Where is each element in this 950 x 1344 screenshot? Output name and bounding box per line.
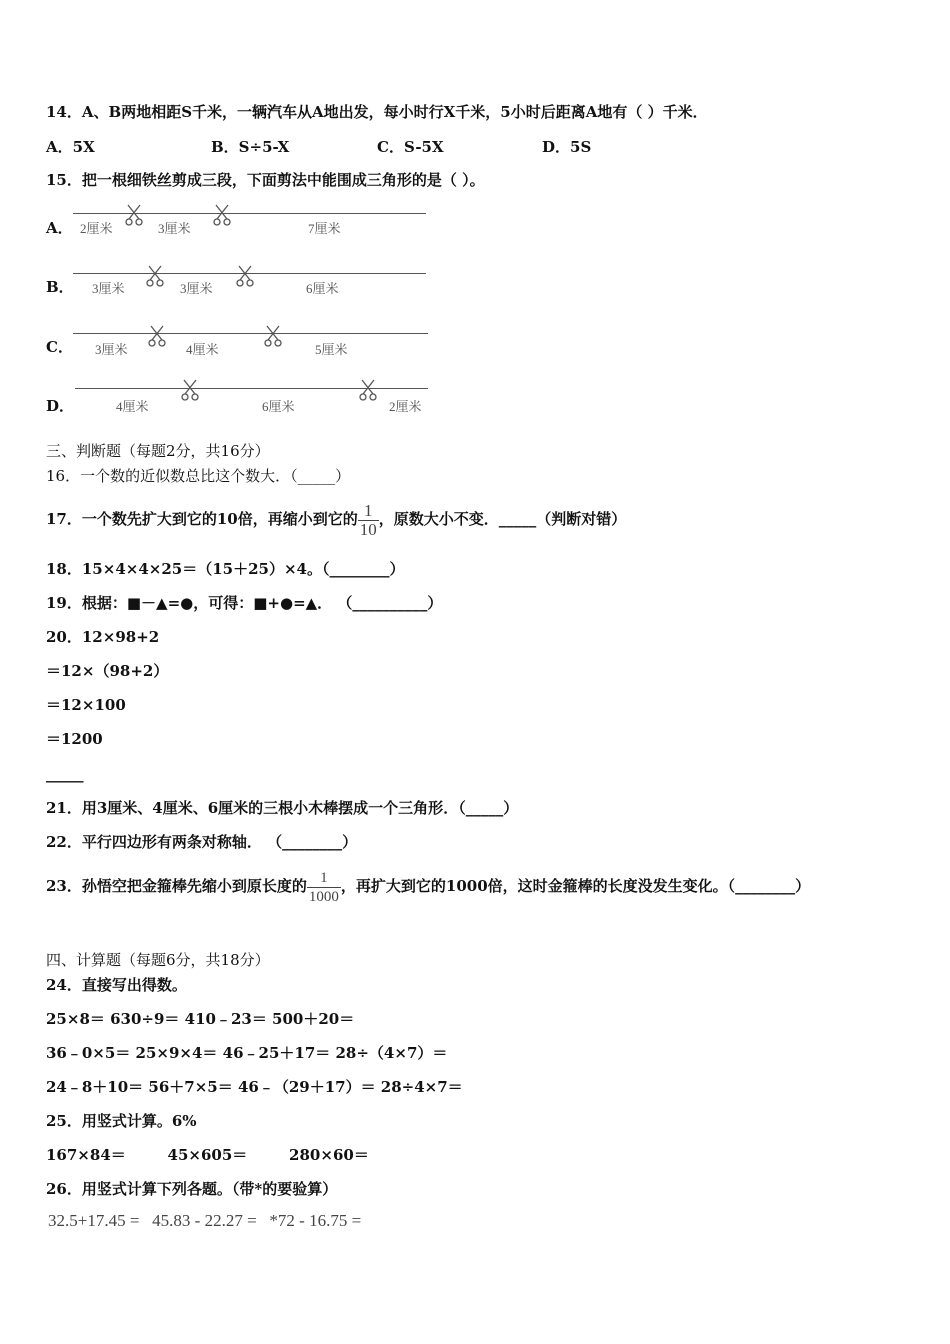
q15-b-segment-3: 6厘米 xyxy=(306,281,339,296)
q15-b-segment-1: 3厘米 xyxy=(92,281,125,296)
q23-text-before: 23．孙悟空把金箍棒先缩小到原长度的 xyxy=(46,877,307,895)
q14-option-c[interactable]: C．S-5X xyxy=(377,138,444,156)
scissors-icon xyxy=(145,264,165,288)
q15-c-segment-1: 3厘米 xyxy=(95,342,128,357)
q14-option-a[interactable]: A．5X xyxy=(46,138,95,156)
q17-text-before: 17．一个数先扩大到它的10倍，再缩小到它的 xyxy=(46,510,358,528)
q17-denominator: 10 xyxy=(359,519,377,539)
question-22: 22．平行四边形有两条对称轴． （________） xyxy=(46,833,358,851)
question-20-line-2: ＝12×（98+2） xyxy=(46,662,169,680)
q15-c-segment-3: 5厘米 xyxy=(315,342,348,357)
q15-d-segment-1: 4厘米 xyxy=(116,399,149,414)
scissors-icon xyxy=(180,378,200,402)
scissors-icon xyxy=(124,203,144,227)
question-18: 18．15×4×4×25＝（15＋25）×4。（________） xyxy=(46,560,405,578)
scissors-icon xyxy=(358,378,378,402)
q15-a-segment-1: 2厘米 xyxy=(80,221,113,236)
question-19: 19．根据：■－▲=●，可得：■+●=▲． （__________） xyxy=(46,594,443,612)
section-4-heading: 四、计算题（每题6分，共18分） xyxy=(46,951,270,969)
question-20-line-3: ＝12×100 xyxy=(46,696,126,714)
q24-row-3: 24﹣8＋10＝ 56＋7×5＝ 46﹣（29＋17）＝ 28÷4×7＝ xyxy=(46,1078,463,1096)
question-17 xyxy=(46,499,626,539)
q15-b-segment-2: 3厘米 xyxy=(180,281,213,296)
q14-option-b[interactable]: B．S÷5-X xyxy=(211,138,290,156)
q15-d-segment-2: 6厘米 xyxy=(262,399,295,414)
q15-d-segment-3: 2厘米 xyxy=(389,399,422,414)
q15-c-wire xyxy=(73,333,428,334)
q24-row-1: 25×8＝ 630÷9＝ 410﹣23＝ 500＋20＝ xyxy=(46,1010,355,1028)
question-15-stem: 15．把一根细铁丝剪成三段，下面剪法中能围成三角形的是（ ）。 xyxy=(46,171,485,189)
question-25-stem: 25．用竖式计算。6% xyxy=(46,1112,197,1130)
q17-fraction xyxy=(358,502,379,539)
question-20-answer-blank[interactable]: _____ xyxy=(46,765,84,783)
question-21: 21．用3厘米、4厘米、6厘米的三根小木棒摆成一个三角形．（_____） xyxy=(46,799,519,817)
question-16: 16．一个数的近似数总比这个数大．（_____） xyxy=(46,467,351,485)
q23-numerator: 1 xyxy=(307,869,341,888)
scissors-icon xyxy=(235,264,255,288)
q15-option-d-label[interactable]: D． xyxy=(46,397,75,415)
scissors-icon xyxy=(212,203,232,227)
question-24-stem: 24．直接写出得数。 xyxy=(46,976,187,994)
q25-row: 167×84＝ 45×605＝ 280×60＝ xyxy=(46,1146,369,1164)
question-20-line-4: ＝1200 xyxy=(46,730,103,748)
q17-text-after: ，原数大小不变．_____（判断对错） xyxy=(378,510,627,528)
q23-fraction xyxy=(307,869,341,906)
question-20-line-1: 20．12×98+2 xyxy=(46,628,160,646)
question-23 xyxy=(46,862,810,910)
q15-option-b-label[interactable]: B． xyxy=(46,278,74,296)
q15-a-segment-3: 7厘米 xyxy=(308,221,341,236)
q26-row: 32.5+17.45 = 45.83 - 22.27 = *72 - 16.75 = xyxy=(48,1211,362,1230)
q15-c-segment-2: 4厘米 xyxy=(186,342,219,357)
scissors-icon xyxy=(263,324,283,348)
question-14-stem: 14．A、B两地相距S千米，一辆汽车从A地出发，每小时行X千米，5小时后距离A地有（ ）千米． xyxy=(46,103,708,121)
q15-option-c-label[interactable]: C． xyxy=(46,338,73,356)
q23-denominator: 1000 xyxy=(308,888,339,905)
q23-text-after: ，再扩大到它的1000倍，这时金箍棒的长度没发生变化。（________） xyxy=(340,877,811,895)
question-26-stem: 26．用竖式计算下列各题。（带*的要验算） xyxy=(46,1180,338,1198)
q24-row-2: 36﹣0×5＝ 25×9×4＝ 46﹣25＋17＝ 28÷（4×7）＝ xyxy=(46,1044,448,1062)
q14-option-d[interactable]: D．5S xyxy=(542,138,592,156)
q17-numerator: 1 xyxy=(358,502,379,521)
q15-a-segment-2: 3厘米 xyxy=(158,221,191,236)
scissors-icon xyxy=(147,324,167,348)
section-3-heading: 三、判断题（每题2分，共16分） xyxy=(46,442,270,460)
q15-option-a-label[interactable]: A． xyxy=(46,219,73,237)
